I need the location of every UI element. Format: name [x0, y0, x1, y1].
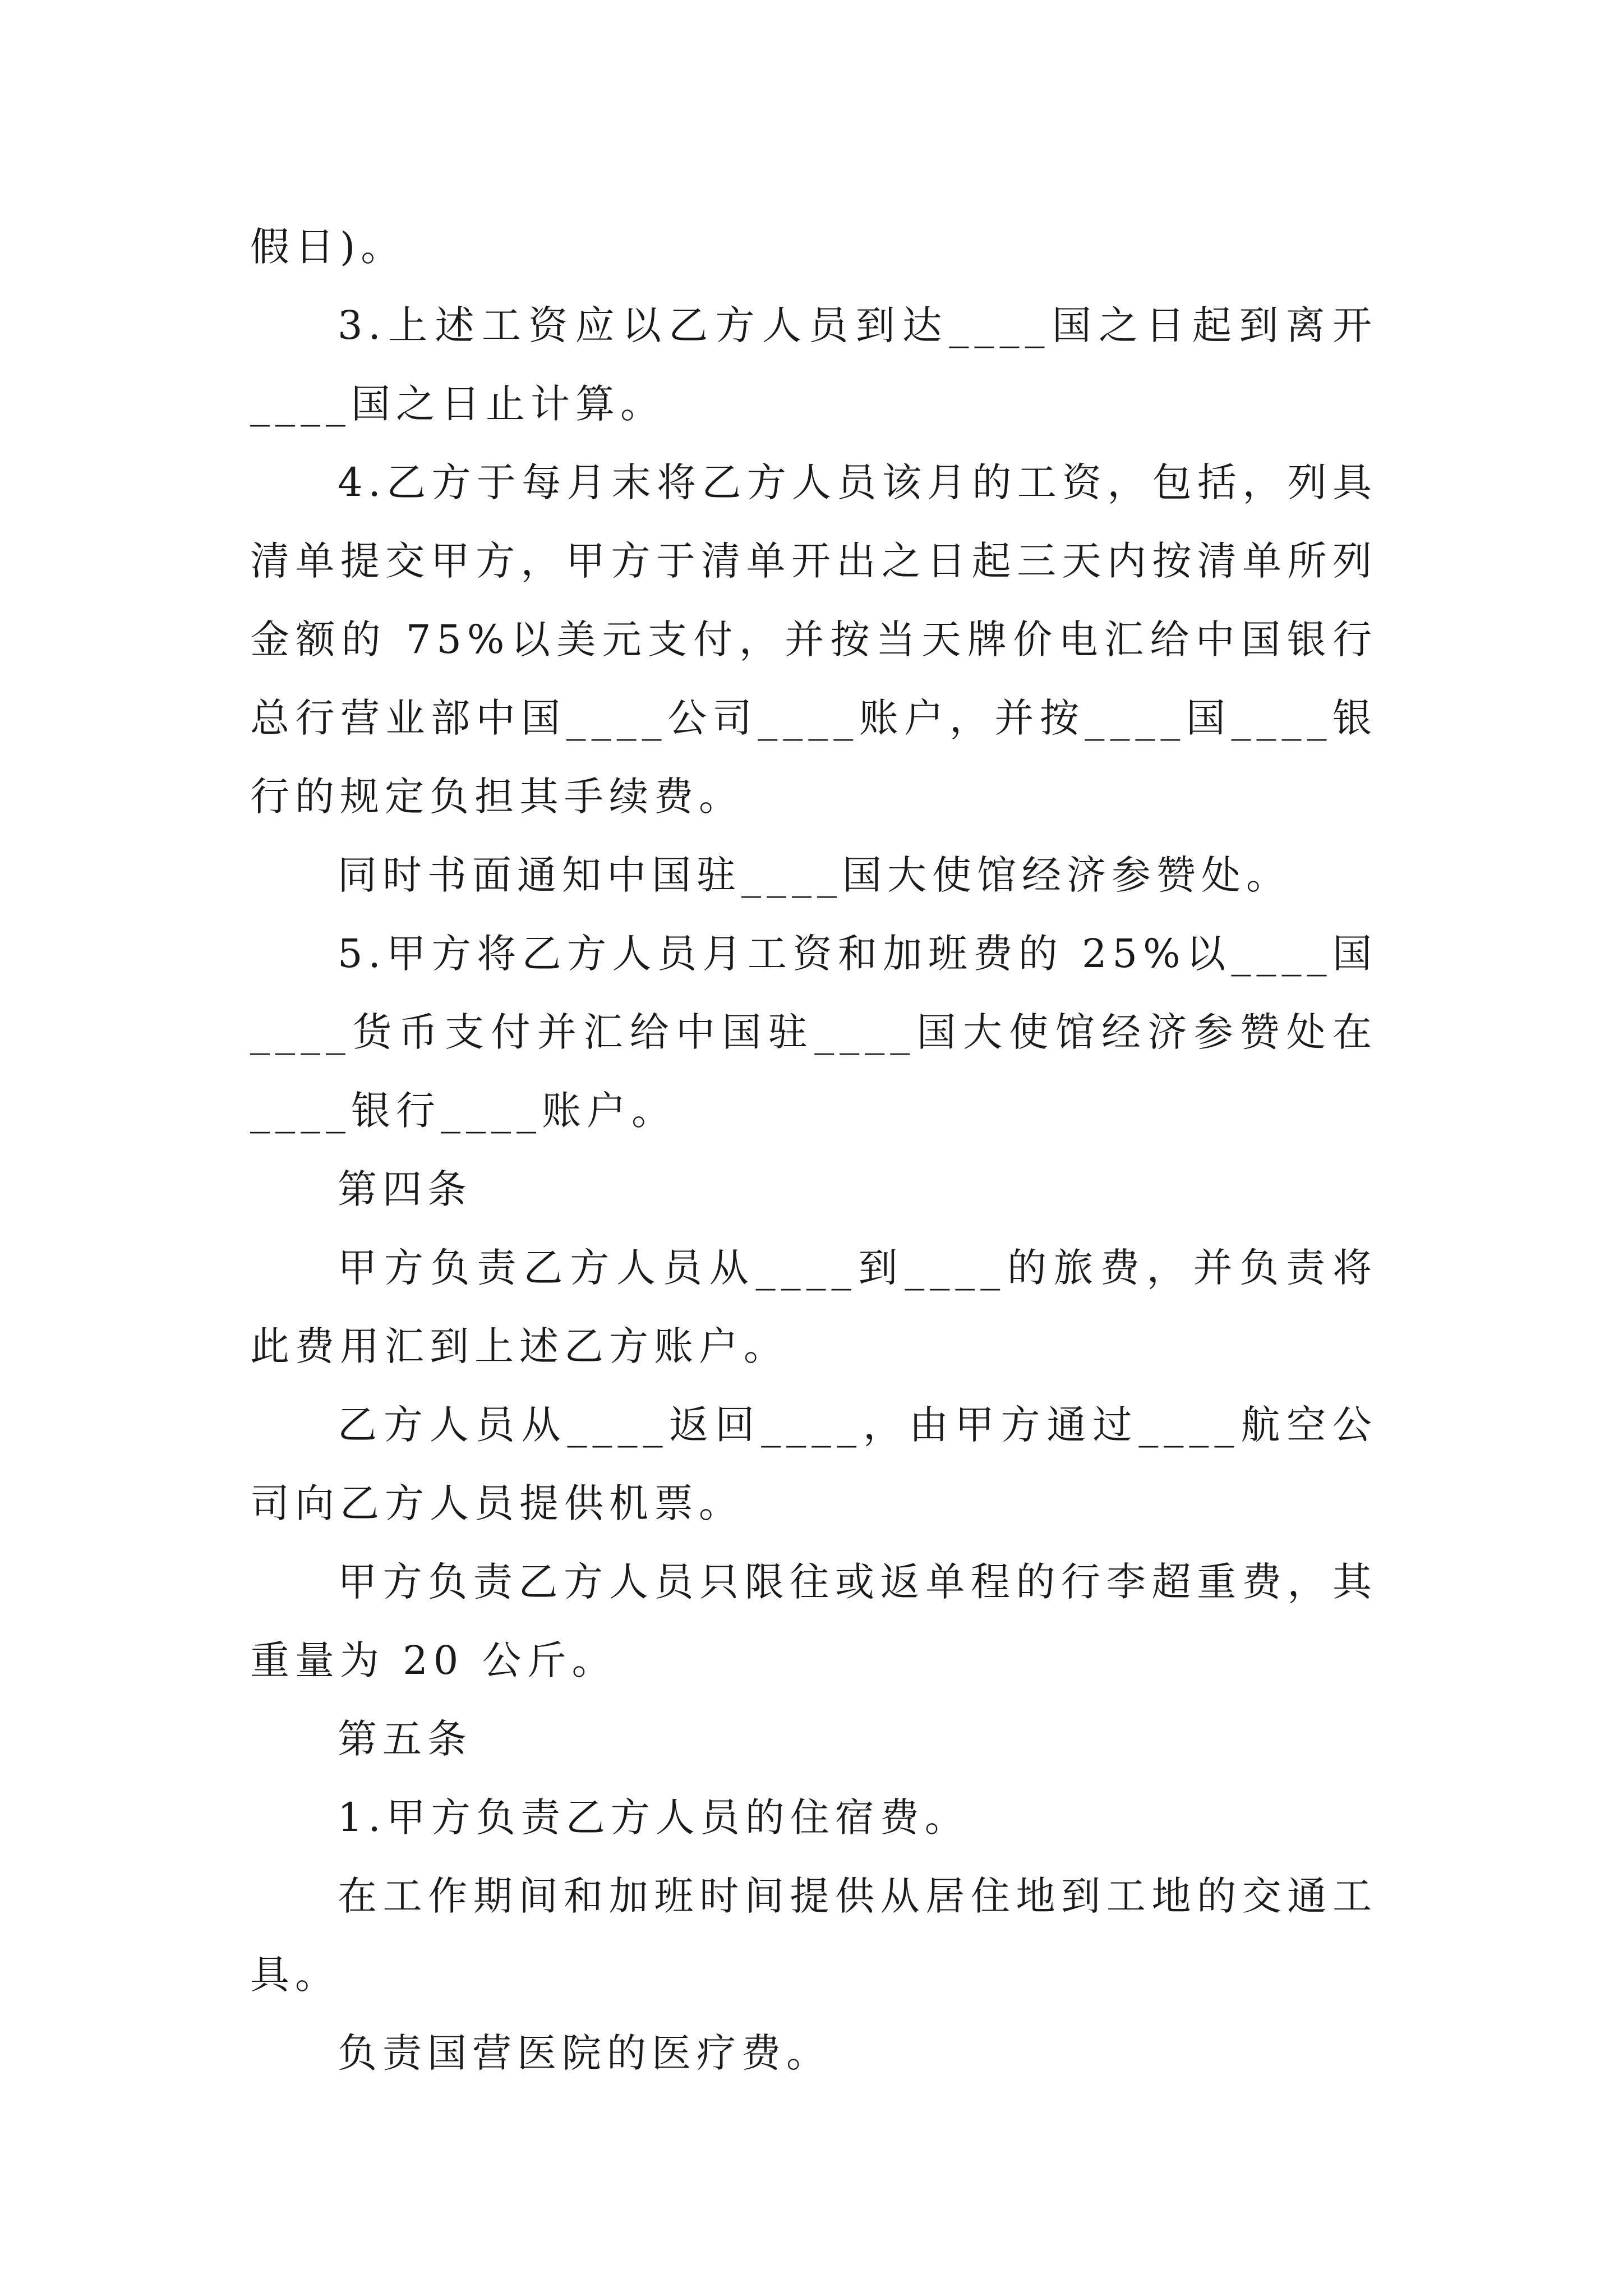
heading-article-4: 第四条 — [338, 1166, 472, 1212]
paragraph-transportation: 在工作期间和加班时间提供从居住地到工地的交通工具。 — [250, 1873, 1377, 1998]
paragraph-medical: 负责国营医院的医疗费。 — [338, 2030, 831, 2076]
paragraph-clause-3-salary-period: 3.上述工资应以乙方人员到达____国之日起到离开____国之日止计算。 — [250, 302, 1377, 427]
heading-article-5: 第五条 — [338, 1716, 472, 1762]
paragraph-clause-4-payment: 4.乙方于每月末将乙方人员该月的工资，包括，列具清单提交甲方，甲方于清单开出之日起三天内按清单所列金额的 75%以美元支付，并按当天牌价电汇给中国银行总行营业部中国____公司____账户，并按____国____银行的规定负担其手续费。 — [250, 459, 1377, 820]
paragraph-holiday-end: 假日)。 — [250, 224, 406, 270]
paragraph-return-tickets: 乙方人员从____返回____，由甲方通过____航空公司向乙方人员提供机票。 — [250, 1402, 1377, 1526]
paragraph-travel-expenses: 甲方负责乙方人员从____到____的旅费，并负责将此费用汇到上述乙方账户。 — [250, 1245, 1377, 1369]
paragraph-clause-5-local-currency: 5.甲方将乙方人员月工资和加班费的 25%以____国____货币支付并汇给中国驻____国大使馆经济参赞处在____银行____账户。 — [250, 931, 1377, 1134]
paragraph-baggage-overweight: 甲方负责乙方人员只限往或返单程的行李超重费，其重量为 20 公斤。 — [250, 1559, 1377, 1683]
paragraph-embassy-notice: 同时书面通知中国驻____国大使馆经济参赞处。 — [338, 852, 1291, 898]
paragraph-accommodation: 1.甲方负责乙方人员的住宿费。 — [338, 1795, 970, 1841]
document-body — [250, 208, 1377, 2092]
